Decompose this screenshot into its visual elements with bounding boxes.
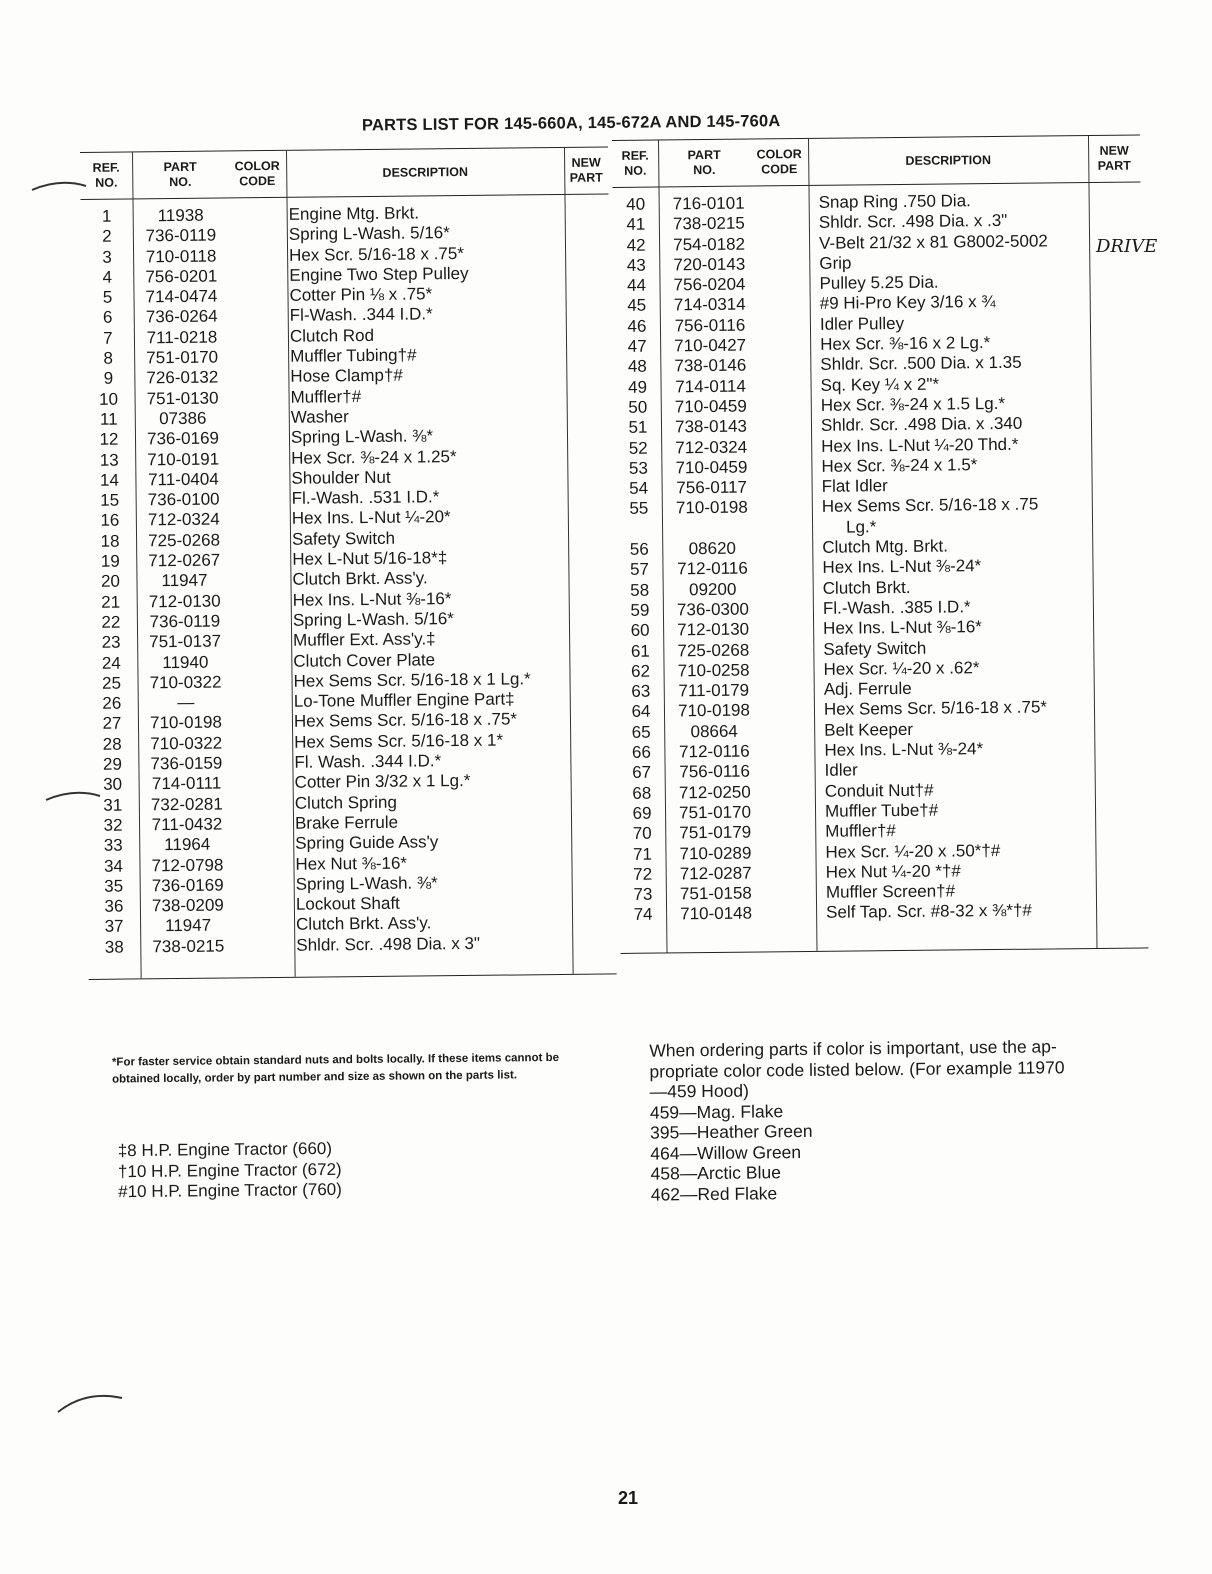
ref-number: 51 [628,417,648,438]
description: Muffler†# [290,386,362,407]
ref-number: 6 [102,308,113,328]
table-row [88,932,616,958]
description: Hex Scr. ⅜-24 x 1.25* [291,446,457,468]
part-number: 710-0191 [147,449,220,469]
description: Hex Ins. L-Nut ⅜-16* [292,588,452,610]
description: Hex Ins. L-Nut ⅜-16* [823,617,982,639]
ref-number: 38 [104,937,124,957]
parts-table-right [612,134,1148,953]
description: Hex Scr. ⅜-16 x 2 Lg.* [820,333,991,354]
engine-legend-item: ‡8 H.P. Engine Tractor (660) [117,1138,333,1161]
part-number: 732-0281 [150,794,223,814]
description: Engine Two Step Pulley [289,263,469,285]
scan-mark [30,176,90,196]
description: Washer [290,407,349,427]
description: Muffler Screen†# [825,881,956,902]
footnote: *For faster service obtain standard nuts and bolts locally. If these items cannot be obtained locally, order by part number and size as shown on the parts list. [111,1051,560,1086]
part-number: 710-0427 [674,335,747,356]
part-number: 11940 [162,652,209,672]
part-number [666,518,758,519]
ref-number: 33 [103,835,123,855]
ref-number: 66 [631,742,651,762]
part-number: 11947 [164,916,212,936]
ref-number: 44 [626,275,647,296]
description: Snap Ring .750 Dia. [818,191,971,212]
part-number: 712-0324 [675,437,748,457]
ref-number: 27 [102,714,122,734]
part-number: 738-0146 [674,355,747,376]
part-number: 712-0267 [148,550,221,571]
part-number: 710-0459 [675,457,748,478]
description: Hex L-Nut 5/16-18*‡ [292,548,448,569]
ref-number: 69 [632,803,652,823]
color-code-note [649,1035,1146,1204]
description: Clutch Brkt. Ass'y. [296,913,432,935]
ref-number: 14 [99,470,119,490]
ref-number: 28 [102,734,122,754]
parts-table-left [80,146,617,979]
part-number: 710-0258 [677,660,750,681]
ref-number: 48 [627,357,647,377]
ref-number: 41 [626,214,646,235]
ref-number: 2 [102,226,112,247]
description: Fl.-Wash. .385 I.D.* [822,597,971,618]
ref-number: 54 [629,478,649,498]
description: Safety Switch [823,638,927,659]
ref-number: 4 [102,267,113,287]
header-part: PART NO. [163,159,197,190]
description: Lg.* [845,517,877,537]
part-number: 711-0404 [148,469,219,490]
description: Hex Ins. L-Nut ¼-20* [291,507,451,529]
part-number: 710-0459 [674,396,747,417]
engine-legend [118,1139,342,1203]
part-number: 751-0170 [146,347,219,368]
ref-number: 43 [626,255,646,275]
ref-number: 7 [103,328,113,348]
ref-number: 73 [633,884,653,904]
part-number: 712-0798 [151,855,224,875]
description: Hex Scr. ⅜-24 x 1.5 Lg.* [820,393,1006,415]
part-number: 736-0159 [150,753,223,774]
description: Lo-Tone Muffler Engine Part‡ [293,689,515,711]
description: Hex Nut ⅜-16* [295,853,408,874]
part-number: 710-0198 [149,712,223,733]
part-number: 725-0268 [677,640,750,660]
description: Conduit Nut†# [824,780,934,801]
ref-number: 65 [631,722,651,742]
description: Spring L-Wash. ⅜* [295,873,438,894]
part-number: 756-0201 [145,266,218,287]
description: Hex Scr. ⅜-24 x 1.5* [821,455,978,476]
rows-left [81,201,617,957]
color-code-item: 458—Arctic Blue [650,1162,781,1184]
description: Belt Keeper [824,719,914,740]
ref-number: 5 [102,287,113,307]
part-number: — [177,692,195,713]
description: Clutch Cover Plate [293,649,436,671]
ref-number: 63 [631,681,651,701]
header-new-part: NEW PART [569,155,603,185]
description: Spring L-Wash. ⅜* [290,426,434,448]
color-note-line: propriate color code listed below. (For example 11970 [649,1056,1065,1082]
ref-number: 22 [101,612,121,632]
ref-number: 15 [100,490,120,510]
description: Muffler Tube†# [824,800,939,821]
description: Fl-Wash. .344 I.D.* [289,304,433,326]
part-number: 712-0116 [679,741,750,762]
color-code-item: 464—Willow Green [650,1141,802,1164]
part-number: 736-0119 [145,225,217,246]
part-number: 756-0204 [673,274,746,295]
description: Cotter Pin ⅛ x .75* [289,284,433,306]
handwritten-note: DRIVE [1096,236,1158,257]
description: Muffler†# [825,821,896,842]
ref-number: 47 [627,336,647,356]
part-number: 710-0198 [677,701,751,721]
description: Cotter Pin 3/32 x 1 Lg.* [294,771,471,793]
description: Idler [824,760,858,781]
part-number: 751-0179 [679,822,752,843]
ref-number: 12 [99,429,119,450]
ref-number: 29 [102,754,122,774]
description: Shoulder Nut [291,467,391,488]
ref-number: 35 [104,876,124,896]
description: #9 Hi-Pro Key 3/16 x ¾ [819,292,996,314]
part-number: 712-0287 [679,863,752,884]
description: Spring L-Wash. 5/16* [288,223,450,245]
part-number: 738-0215 [672,213,745,234]
ref-number: 56 [629,539,649,559]
description: V-Belt 21/32 x 81 G8002-5002 [818,231,1048,253]
scan-mark [44,786,104,806]
description: Shldr. Scr. .498 Dia. x 3" [296,933,481,955]
description: Hex Sems Scr. 5/16-18 x 1* [294,730,504,752]
part-number: 751-0130 [146,388,219,408]
description: Clutch Spring [294,792,397,813]
part-number: 07386 [159,408,207,429]
description: Idler Pulley [819,313,905,334]
ref-number: 20 [100,571,121,592]
part-number: 08664 [690,721,738,741]
ref-number: 61 [630,641,650,661]
ref-number: 70 [632,823,652,844]
description: Hex Nut ¼-20 *†# [825,861,961,882]
part-number: 710-0322 [150,733,223,754]
part-number: 738-0143 [674,416,748,437]
part-number: 736-0264 [145,307,218,327]
description: Hex Scr. 5/16-18 x .75* [288,243,465,265]
description: Fl. Wash. .344 I.D.* [294,751,442,772]
description: Safety Switch [291,528,396,549]
description: Hex Sems Scr. 5/16-18 x 1 Lg.* [293,669,531,691]
part-number: 710-0118 [145,246,217,266]
part-number: 714-0111 [151,773,222,794]
part-number: 712-0116 [677,558,748,579]
part-number: 754-0182 [673,234,746,254]
part-number: 725-0268 [148,530,221,551]
ref-number: 49 [628,377,648,397]
ref-number: 31 [103,795,123,815]
description: Hex Ins. L-Nut ⅜-24* [822,556,982,578]
part-number: 736-0300 [676,599,749,620]
rows-right [613,189,1149,925]
description: Shldr. Scr. .498 Dia. x .340 [820,413,1023,436]
description: Clutch Brkt. [822,577,911,598]
description: Fl.-Wash. .531 I.D.* [291,487,440,508]
description: Spring L-Wash. 5/16* [292,609,454,630]
ref-number: 19 [100,551,120,571]
header-ref: REF. NO. [92,160,120,190]
ref-number: 46 [627,316,647,336]
description: Grip [819,253,852,273]
color-code-item: 462—Red Flake [650,1182,778,1205]
ref-number: 64 [631,702,651,722]
ref-number: 16 [100,511,120,531]
description: Spring Guide Ass'y [295,832,439,853]
part-number: 736-0119 [149,611,221,632]
ref-number: 71 [632,844,653,864]
description: Adj. Ferrule [823,679,912,699]
part-number: 736-0100 [147,489,220,510]
part-number: 714-0114 [675,376,746,397]
description: Engine Mtg. Brkt. [288,203,420,224]
part-number: 712-0324 [147,510,220,530]
part-number: 751-0137 [149,631,222,652]
page-number: 21 [618,1488,639,1508]
scan-mark [56,1388,126,1418]
ref-number: 26 [102,693,122,713]
part-number: 11938 [157,205,204,226]
part-number: 751-0170 [679,802,752,823]
ref-number: 1 [101,206,112,226]
ref-number: 68 [632,783,652,803]
ref-number: 40 [626,194,646,214]
ref-number: 52 [628,438,648,458]
part-number: 710-0289 [679,843,752,863]
description: Muffler Ext. Ass'y.‡ [293,629,436,651]
description: Clutch Brkt. Ass'y. [292,568,428,590]
description: Hex Sems Scr. 5/16-18 x .75 [821,495,1039,517]
description: Shldr. Scr. .498 Dia. x .3" [818,211,1008,233]
description: Hex Ins. L-Nut ¼-20 Thd.* [821,434,1019,456]
ref-number: 67 [632,762,652,783]
ref-number: 55 [629,499,649,519]
table-header [80,147,608,200]
part-number: 726-0132 [146,367,219,388]
description: Hex Sems Scr. 5/16-18 x .75* [823,697,1048,720]
header-color: COLOR CODE [234,158,280,189]
ref-number: 58 [630,580,650,600]
part-number: 714-0314 [673,295,746,315]
part-number: 720-0143 [673,254,746,275]
ref-number: 59 [630,600,650,620]
part-number: 714-0474 [145,286,218,307]
ref-number: 34 [103,856,124,876]
ref-number: 11 [99,409,118,429]
description: Hex Ins. L-Nut ⅜-24* [824,739,984,760]
part-number: 710-0148 [680,903,753,924]
header-description: DESCRIPTION [905,152,992,168]
part-number: 711-0179 [678,680,750,701]
part-number: 716-0101 [672,193,745,214]
part-number: 756-0116 [674,315,746,336]
ref-number: 25 [101,673,122,693]
ref-number: 53 [628,458,648,478]
part-number: 738-0209 [151,895,224,916]
ref-number: 60 [630,620,650,641]
description: Hex Scr. ¼-20 x .62* [823,658,980,679]
part-number: 08620 [688,538,737,559]
table-header [612,135,1140,188]
description: Muffler Tubing†# [290,345,417,366]
part-number: 11947 [161,571,208,591]
header-ref: REF. NO. [621,148,649,178]
ref-number: 62 [630,661,651,681]
ref-number: 74 [633,905,653,925]
description: Hex Scr. ¼-20 x .50*†# [825,840,1001,862]
color-note-line: —459 Hood) [649,1080,750,1102]
part-number: 11964 [164,834,211,855]
ref-number: 42 [626,235,646,255]
ref-number: 57 [629,559,650,580]
header-color: COLOR CODE [756,147,802,177]
table-row [620,900,1148,926]
part-number: 712-0130 [148,591,221,611]
ref-number: 10 [99,389,119,409]
ref-number: 23 [101,632,121,653]
ref-number: 30 [103,774,123,795]
part-number: 712-0130 [677,619,750,640]
engine-legend-item: #10 H.P. Engine Tractor (760) [118,1179,342,1202]
ref-number: 32 [103,815,123,835]
ref-number: 3 [102,247,112,267]
ref-number: 50 [628,397,648,417]
description: Hose Clamp†# [290,366,403,387]
description: Brake Ferrule [294,812,399,833]
description: Shldr. Scr. .500 Dia. x 1.35 [820,353,1022,375]
description: Sq. Key ¼ x 2"* [820,374,940,395]
part-number: 712-0250 [678,782,751,802]
header-part: PART NO. [687,147,721,178]
ref-number: 24 [101,653,121,673]
ref-number: 36 [104,896,124,916]
description: Lockout Shaft [295,893,400,914]
description: Clutch Rod [289,325,375,346]
ref-number: 13 [99,450,119,470]
page-title: PARTS LIST FOR 145-660A, 145-672A AND 145-760A [361,112,781,135]
part-number: 09200 [688,579,737,599]
ref-number: 8 [103,348,113,368]
ref-number: 18 [100,531,120,551]
ref-number: 9 [103,369,114,389]
part-number: 710-0322 [149,672,222,693]
description: Clutch Mtg. Brkt. [822,536,949,557]
description: Hex Sems Scr. 5/16-18 x .75* [293,709,518,732]
part-number: 756-0117 [676,477,748,498]
ref-number: 72 [633,864,653,884]
engine-legend-item: †10 H.P. Engine Tractor (672) [117,1159,342,1181]
description: Self Tap. Scr. #8-32 x ⅜*†# [826,901,1032,923]
header-description: DESCRIPTION [382,164,469,180]
color-code-item: 459—Mag. Flake [649,1100,784,1123]
ref-number: 45 [627,296,647,316]
part-number: 751-0158 [679,883,752,904]
part-number: 736-0169 [146,428,220,449]
description: Flat Idler [821,476,888,496]
part-number: 711-0432 [151,814,223,835]
color-note-line: When ordering parts if color is important, use the ap- [649,1036,1057,1061]
header-new-part: NEW PART [1097,143,1131,173]
ref-number: 21 [101,592,121,612]
color-code-item: 395—Heather Green [650,1120,813,1143]
ref-number: 37 [104,916,124,937]
part-number: 736-0169 [151,875,224,896]
part-number: 710-0198 [675,498,748,518]
part-number: 738-0215 [152,936,225,956]
part-number: 756-0116 [679,761,751,782]
part-number: 711-0218 [146,327,218,348]
description: Pulley 5.25 Dia. [819,272,939,294]
